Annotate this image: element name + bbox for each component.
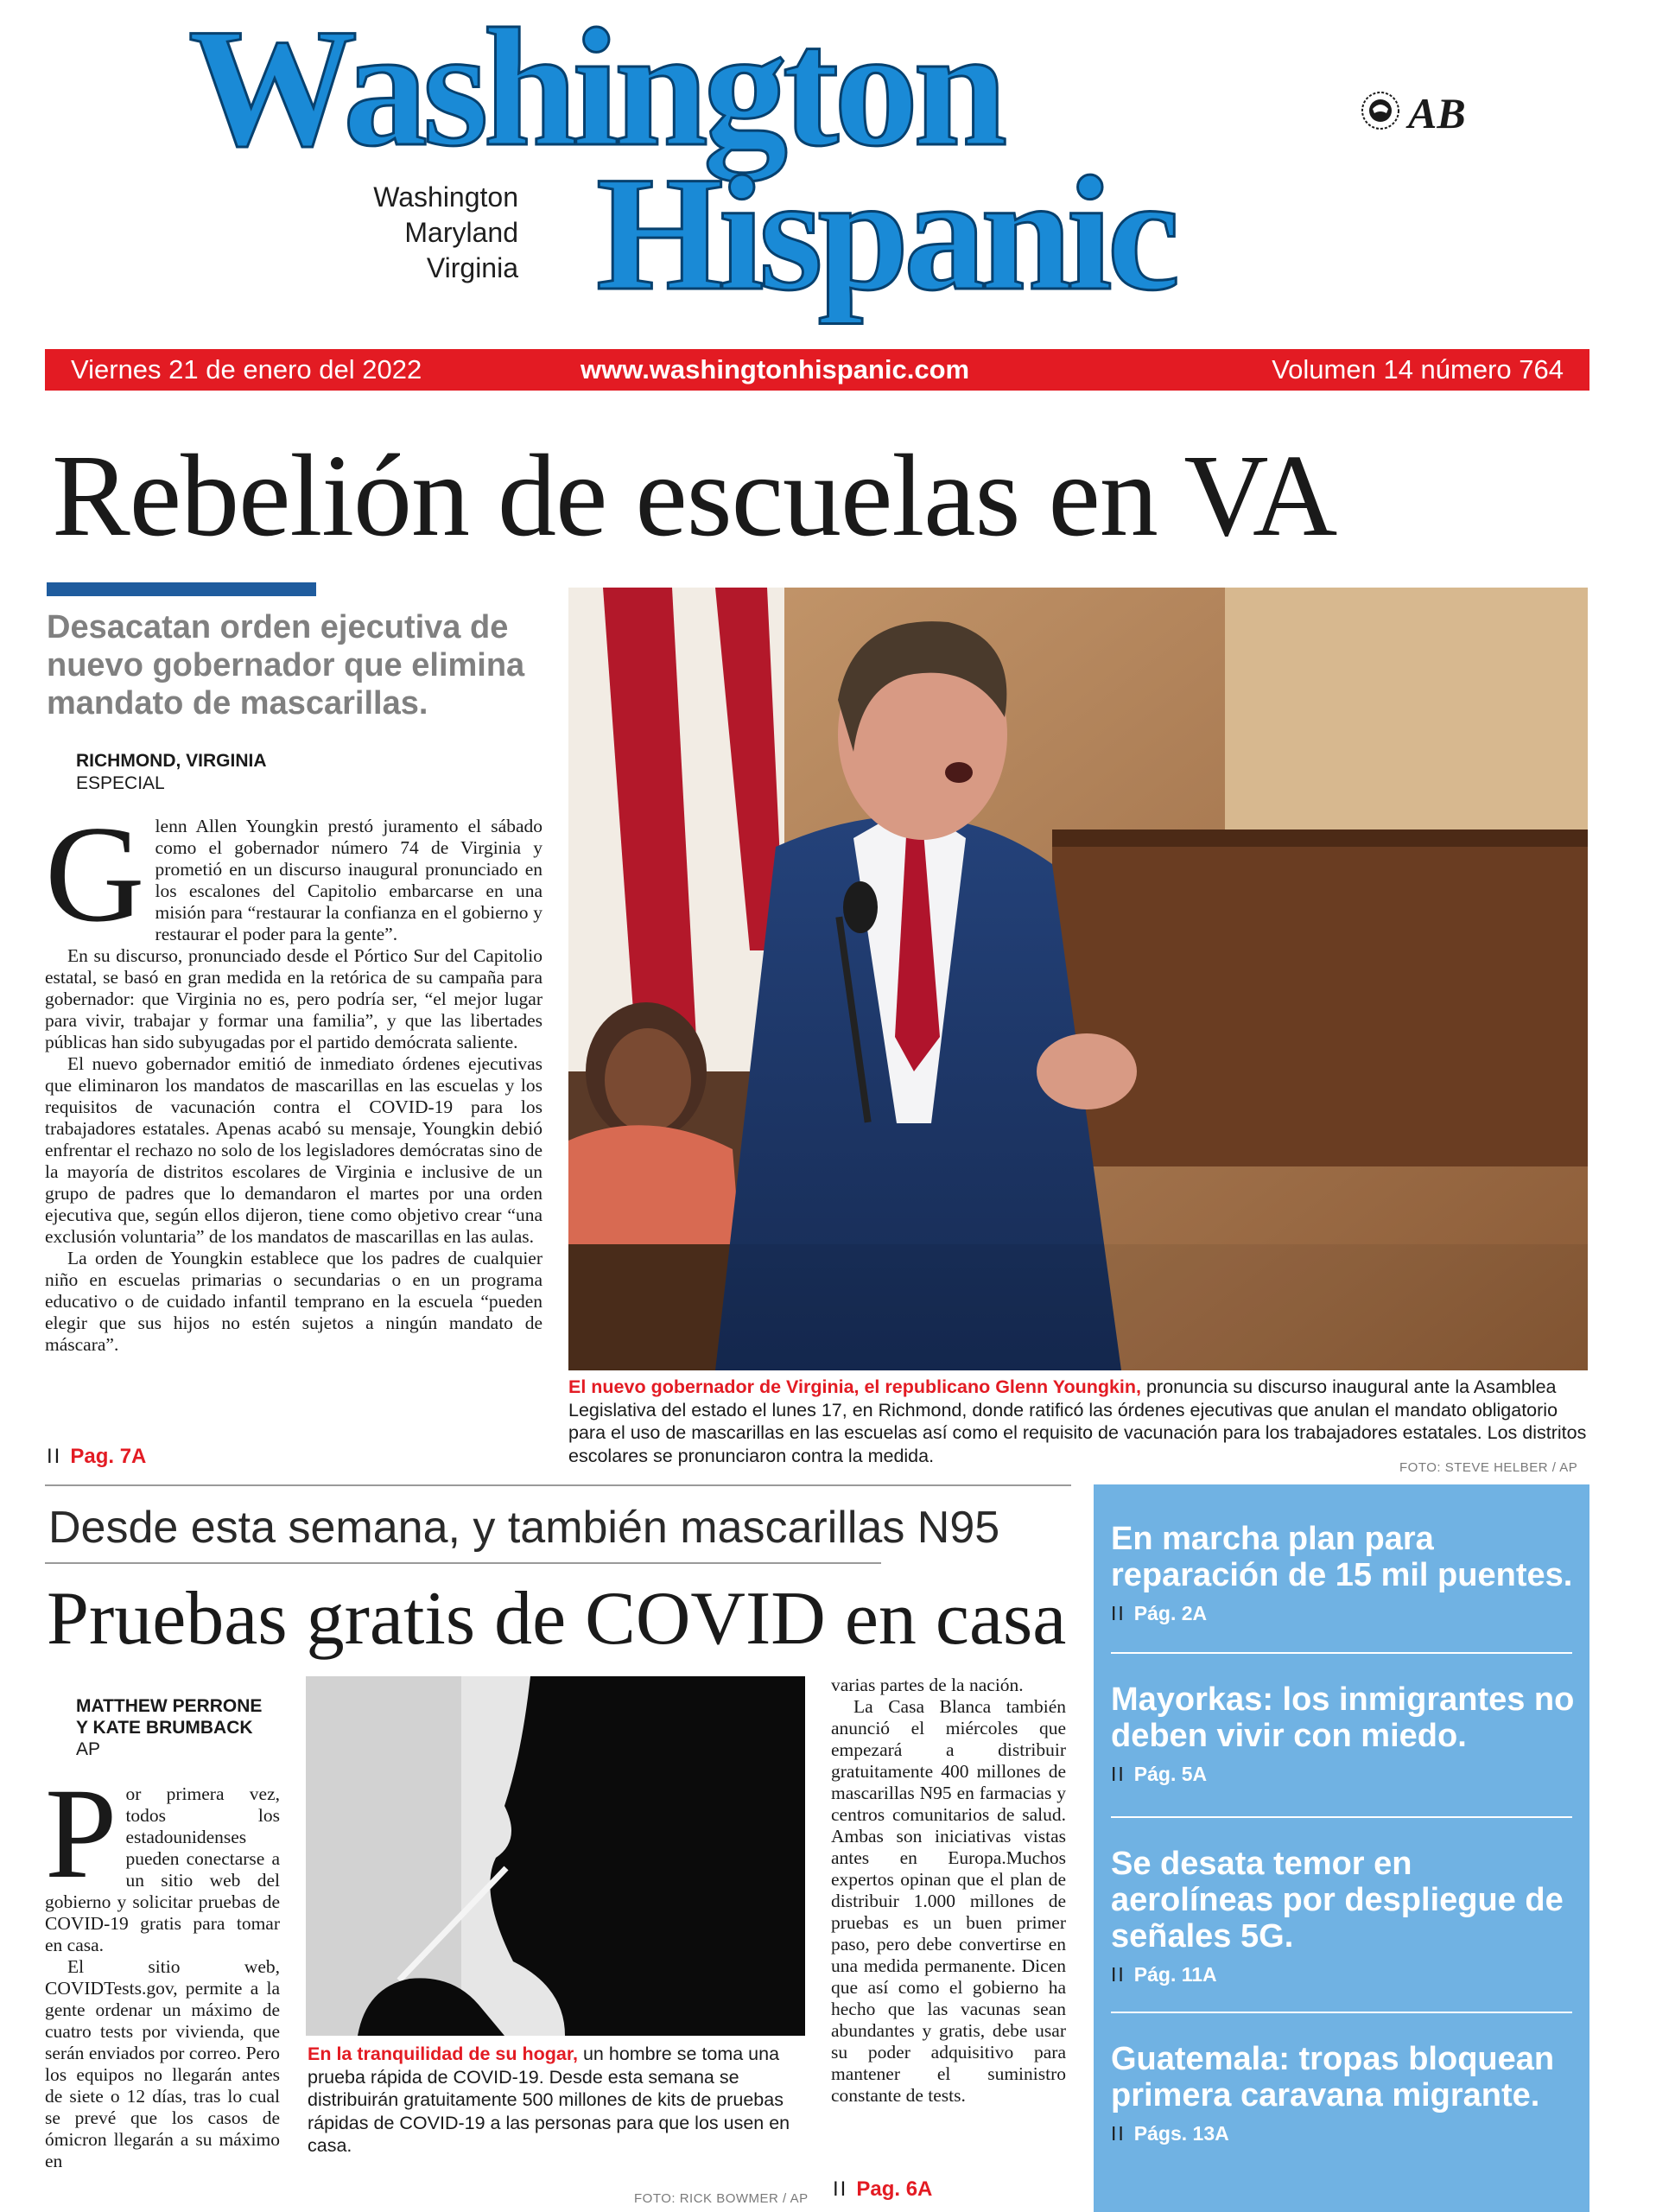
brief-page-label: Pág. 2A bbox=[1133, 1602, 1208, 1624]
lead-headline: Rebelión de escuelas en VA bbox=[52, 431, 1337, 561]
covid-photo-credit: FOTO: RICK BOWMER / AP bbox=[634, 2191, 809, 2206]
brief-title: Se desata temor en aerolíneas por despliegue de señales 5G. bbox=[1111, 1846, 1564, 1955]
date-bar bbox=[45, 349, 1589, 391]
jump-marker-icon: II bbox=[1111, 1963, 1126, 1986]
body-paragraph: En su discurso, pronunciado desde el Pórtico Sur del Capitolio estatal, se basó en gran medida en la retórica de su campaña para gobernador: que Virginia no es, pero podría ser, “el mejor lugar para vivir, trabajar y formar una familia”, y que las libertades públicas han sido subyugadas por el partido demócrata saliente. bbox=[45, 945, 542, 1052]
svg-text:AB: AB bbox=[1408, 89, 1466, 137]
governor-photo-caption bbox=[568, 1376, 1588, 1467]
drop-cap: P bbox=[45, 1783, 117, 1905]
brief-item[interactable] bbox=[1111, 2041, 1577, 2145]
masthead-title-washington: Washington bbox=[188, 0, 1003, 181]
covid-photo-caption bbox=[308, 2043, 810, 2158]
governor-photo-credit: FOTO: STEVE HELBER / AP bbox=[1399, 1460, 1578, 1475]
body-paragraph: El nuevo gobernador emitió de inmediato órdenes ejecutivas que eliminaron los mandatos de mascarillas en las escuelas y los requisitos de vacunación contra el COVID-19 para los trabajadores estatales. Apenas acabó su mensaje, Youngkin debió enfrentar el rechazo no solo de los legisladores demócratas sino de la mayoría de distritos escolares de Virginia e inclusive de un grupo de padres que lo demandaron el martes por una orden ejecutiva que, según ellos dijeron, tiene como objetivo crear “una exclusión voluntaria” de los mandatos de mascarillas en las aulas. bbox=[45, 1053, 542, 1247]
news-briefs-sidebar bbox=[1094, 1484, 1589, 2212]
brief-page-label: Pág. 5A bbox=[1133, 1763, 1208, 1785]
region-label: Washington bbox=[373, 181, 518, 213]
dateline-location: RICHMOND, VIRGINIA bbox=[76, 751, 267, 771]
jump-marker-icon: II bbox=[833, 2177, 848, 2201]
second-story-body-col2 bbox=[831, 1675, 1066, 2167]
caption-lead: En la tranquilidad de su hogar, bbox=[308, 2044, 578, 2064]
brief-divider bbox=[1111, 1652, 1572, 1654]
lead-dateline bbox=[76, 750, 267, 795]
body-paragraph: lenn Allen Youngkin prestó juramento el sábado como el gobernador número 74 de Virginia y prometió en un discurso inaugural pronunciado en los escalones del Capitolio embarcarse en una misión para “restaurar la confianza en el gobierno y restaurar el poder para la gente”. bbox=[155, 816, 542, 944]
brief-title: En marcha plan para reparación de 15 mil puentes. bbox=[1111, 1521, 1573, 1593]
brief-divider bbox=[1111, 2012, 1572, 2013]
second-kicker: Desde esta semana, y también mascarillas N95 bbox=[48, 1503, 1000, 1553]
second-byline bbox=[76, 1695, 262, 1760]
covid-test-image bbox=[306, 1676, 805, 2036]
kicker-rule bbox=[45, 1562, 881, 1564]
second-headline: Pruebas gratis de COVID en casa bbox=[47, 1577, 1067, 1661]
brief-title: Guatemala: tropas bloquean primera caravana migrante. bbox=[1111, 2041, 1555, 2113]
brief-item[interactable] bbox=[1111, 1681, 1577, 1786]
drop-cap: G bbox=[45, 816, 145, 950]
brief-divider bbox=[1111, 1816, 1572, 1818]
jump-marker-icon: II bbox=[1111, 1602, 1126, 1624]
jump-marker-icon: II bbox=[1111, 2122, 1126, 2145]
brief-page-label: Pág. 11A bbox=[1133, 1963, 1217, 1986]
headline-rule bbox=[47, 582, 316, 596]
body-paragraph: La Casa Blanca también anunció el miércoles que empezará a distribuir gratuitamente 400 millones de mascarillas N95 en farmacias y centros comunitarios de salud. Ambas son iniciativas vistas antes en Europa.Muchos expertos opinan que el plan de distribuir 1.000 millones de pruebas es un buen primer paso, pero debe convertirse en una medida permanente. Dicen que así como el gobierno ha hecho que las vacunas sean abundantes y gratis, debe usar su poder adquisitivo para mantener el suministro constante de tests. bbox=[831, 1696, 1066, 2106]
lead-story-body bbox=[45, 816, 542, 1438]
website-link[interactable]: www.washingtonhispanic.com bbox=[581, 354, 970, 385]
body-paragraph: El sitio web, COVIDTests.gov, permite a la gente ordenar un máximo de cuatro tests por vivienda, que serán enviados por correo. Pero los equipos no llegarán antes de siete o 12 días, tras lo cual se prevé que los casos de ómicron llegarán a su máximo en bbox=[45, 1956, 280, 2171]
brief-page-ref bbox=[1111, 2122, 1577, 2145]
governor-speech-image bbox=[568, 588, 1588, 1370]
second-story-body-col1 bbox=[45, 1783, 280, 2210]
body-paragraph: or primera vez, todos los estadounidenses pueden conectarse a un sitio web del gobierno y solicitar pruebas de COVID-19 gratis para tomar en casa. bbox=[45, 1783, 280, 1955]
region-label: Virginia bbox=[426, 252, 518, 283]
page-ref-label: Pag. 7A bbox=[70, 1445, 147, 1468]
lead-page-ref[interactable] bbox=[47, 1445, 146, 1469]
issue-date: Viernes 21 de enero del 2022 bbox=[71, 354, 422, 385]
jump-marker-icon: II bbox=[1111, 1763, 1126, 1785]
page-ref-label: Pag. 6A bbox=[856, 2177, 933, 2201]
jump-marker-icon: II bbox=[47, 1445, 62, 1468]
body-paragraph: La orden de Youngkin establece que los padres de cualquier niño en escuelas primarias o secundarias o en un programa educativo o de cuidado infantil temprano en la escuela “pueden elegir que sus hijos no estén sujetos a ningún mandato de máscara”. bbox=[45, 1248, 542, 1355]
byline-source: AP bbox=[76, 1739, 101, 1759]
brief-title: Mayorkas: los inmigrantes no deben vivir con miedo. bbox=[1111, 1681, 1575, 1754]
brief-item[interactable] bbox=[1111, 1846, 1577, 1986]
volume-number: Volumen 14 número 764 bbox=[1272, 354, 1564, 385]
section-divider bbox=[45, 1484, 1071, 1486]
caption-text: un hombre se toma una prueba rápida de COVID-19. Desde esta semana se distribuirán gratuitamente 500 millones de kits de pruebas rápidas de COVID-19 a las personas para que los usen en casa. bbox=[308, 2044, 790, 2156]
brief-item[interactable] bbox=[1111, 1521, 1577, 1625]
caption-text: pronuncia su discurso inaugural ante la Asamblea Legislativa del estado el lunes 17, en Richmond, donde ratificó las órdenes ejecutivas que anulan el mandato obligatorio para el uso de mascarillas en las escuelas así como el requisito de vacunación para los trabajadores estatales. Los distritos escolares se pronunciaron contra la medida. bbox=[568, 1376, 1587, 1466]
brief-page-label: Págs. 13A bbox=[1133, 2122, 1229, 2145]
caption-lead: El nuevo gobernador de Virginia, el republicano Glenn Youngkin, bbox=[568, 1376, 1142, 1397]
lead-deck: Desacatan orden ejecutiva de nuevo gobernador que elimina mandato de mascarillas. bbox=[47, 609, 525, 721]
byline-source: ESPECIAL bbox=[76, 773, 165, 793]
body-paragraph: varias partes de la nación. bbox=[831, 1675, 1024, 1695]
brief-page-ref bbox=[1111, 1602, 1577, 1625]
masthead-title-hispanic: Hispanic bbox=[596, 143, 1175, 325]
governor-photo bbox=[568, 588, 1588, 1370]
association-logos bbox=[1358, 86, 1470, 143]
brief-page-ref bbox=[1111, 1763, 1577, 1786]
masthead-regions bbox=[337, 180, 518, 286]
region-label: Maryland bbox=[404, 217, 518, 248]
byline-author: MATTHEW PERRONE bbox=[76, 1696, 263, 1716]
second-page-ref[interactable] bbox=[833, 2177, 932, 2202]
byline-author: Y KATE BRUMBACK bbox=[76, 1718, 253, 1738]
brief-page-ref bbox=[1111, 1963, 1577, 1986]
press-association-seal-icon bbox=[1358, 86, 1470, 138]
covid-test-photo bbox=[306, 1676, 805, 2036]
